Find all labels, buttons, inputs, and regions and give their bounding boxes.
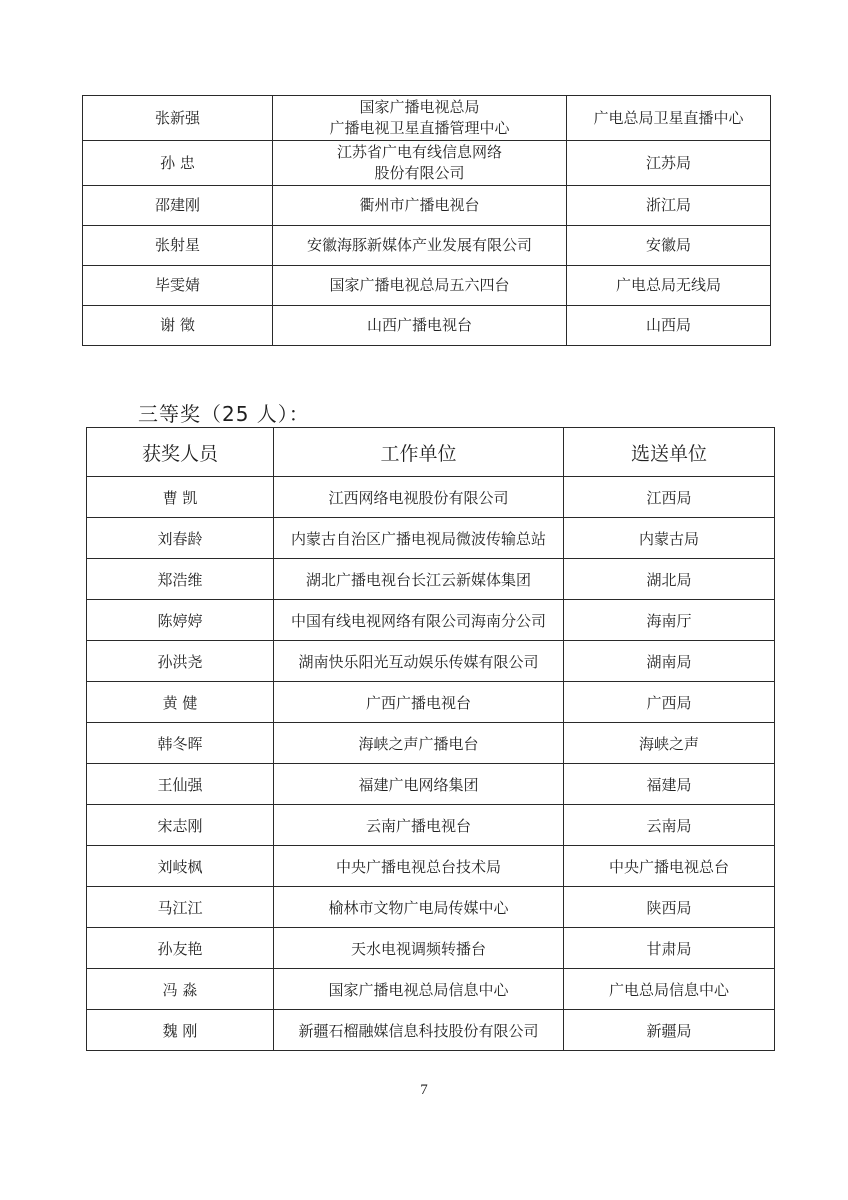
table-row <box>87 682 775 723</box>
nominating-unit: 广电总局卫星直播中心 <box>567 96 771 141</box>
work-unit: 新疆石榴融媒信息科技股份有限公司 <box>274 1010 564 1051</box>
nominating-unit: 福建局 <box>564 764 775 805</box>
awardee-name: 张新强 <box>83 96 273 141</box>
work-unit: 福建广电网络集团 <box>274 764 564 805</box>
work-unit: 湖北广播电视台长江云新媒体集团 <box>274 559 564 600</box>
page-number: 7 <box>420 1082 428 1098</box>
table-row <box>87 887 775 928</box>
work-unit: 山西广播电视台 <box>273 306 567 346</box>
table-row <box>87 600 775 641</box>
awardee-name: 韩冬晖 <box>87 723 274 764</box>
work-unit-line: 国家广播电视总局 <box>359 98 480 116</box>
nominating-unit: 广西局 <box>564 682 775 723</box>
nominating-unit: 广电总局无线局 <box>567 266 771 306</box>
work-unit: 国家广播电视总局信息中心 <box>274 969 564 1010</box>
work-unit: 内蒙古自治区广播电视局微波传输总站 <box>274 518 564 559</box>
nominating-unit: 湖南局 <box>564 641 775 682</box>
work-unit: 江西网络电视股份有限公司 <box>274 477 564 518</box>
work-unit-line: 江苏省广电有线信息网络 <box>336 143 502 161</box>
table-row <box>87 518 775 559</box>
nominating-unit: 海峡之声 <box>564 723 775 764</box>
work-unit: 海峡之声广播电台 <box>274 723 564 764</box>
table-row <box>87 477 775 518</box>
nominating-unit: 中央广播电视总台 <box>564 846 775 887</box>
awardee-name: 邵建刚 <box>83 186 273 226</box>
nominating-unit: 湖北局 <box>564 559 775 600</box>
awardee-name: 孙洪尧 <box>87 641 274 682</box>
table-row <box>83 141 771 186</box>
work-unit: 云南广播电视台 <box>274 805 564 846</box>
table-row <box>87 641 775 682</box>
third-prize-table <box>86 427 775 1051</box>
awardee-name: 孙 忠 <box>83 141 273 186</box>
nominating-unit: 内蒙古局 <box>564 518 775 559</box>
nominating-unit: 海南厅 <box>564 600 775 641</box>
awardee-name: 黄 健 <box>87 682 274 723</box>
work-unit: 衢州市广播电视台 <box>273 186 567 226</box>
nominating-unit: 安徽局 <box>567 226 771 266</box>
awardee-name: 魏 刚 <box>87 1010 274 1051</box>
work-unit <box>273 96 567 141</box>
awardee-name: 刘岐枫 <box>87 846 274 887</box>
table-header-row <box>87 428 775 477</box>
column-header-nominating-unit: 选送单位 <box>564 428 775 477</box>
table-row <box>87 723 775 764</box>
work-unit: 湖南快乐阳光互动娱乐传媒有限公司 <box>274 641 564 682</box>
column-header-awardee: 获奖人员 <box>87 428 274 477</box>
table-row <box>87 559 775 600</box>
nominating-unit: 陕西局 <box>564 887 775 928</box>
awardee-name: 王仙强 <box>87 764 274 805</box>
awardee-name: 孙友艳 <box>87 928 274 969</box>
table-row <box>87 928 775 969</box>
table-row <box>83 266 771 306</box>
award-table-continued <box>82 95 771 346</box>
awardee-name: 陈婷婷 <box>87 600 274 641</box>
awardee-name: 马江江 <box>87 887 274 928</box>
table-row <box>83 186 771 226</box>
table-row <box>87 969 775 1010</box>
column-header-work-unit: 工作单位 <box>274 428 564 477</box>
work-unit-line: 股份有限公司 <box>374 164 465 182</box>
awardee-name: 冯 淼 <box>87 969 274 1010</box>
awardee-name: 郑浩维 <box>87 559 274 600</box>
work-unit: 天水电视调频转播台 <box>274 928 564 969</box>
awardee-name: 谢 徵 <box>83 306 273 346</box>
nominating-unit: 江西局 <box>564 477 775 518</box>
table-row <box>83 96 771 141</box>
work-unit: 中国有线电视网络有限公司海南分公司 <box>274 600 564 641</box>
work-unit: 安徽海豚新媒体产业发展有限公司 <box>273 226 567 266</box>
work-unit: 国家广播电视总局五六四台 <box>273 266 567 306</box>
work-unit: 中央广播电视总台技术局 <box>274 846 564 887</box>
work-unit: 广西广播电视台 <box>274 682 564 723</box>
table-row <box>83 306 771 346</box>
awardee-name: 毕雯婧 <box>83 266 273 306</box>
table-row <box>83 226 771 266</box>
nominating-unit: 广电总局信息中心 <box>564 969 775 1010</box>
awardee-name: 刘春龄 <box>87 518 274 559</box>
awardee-name: 宋志刚 <box>87 805 274 846</box>
table-row <box>87 846 775 887</box>
section-title: 三等奖（25 人）： <box>138 402 310 426</box>
nominating-unit: 新疆局 <box>564 1010 775 1051</box>
nominating-unit: 甘肃局 <box>564 928 775 969</box>
nominating-unit: 山西局 <box>567 306 771 346</box>
table-row <box>87 1010 775 1051</box>
table-row <box>87 764 775 805</box>
awardee-name: 曹 凯 <box>87 477 274 518</box>
nominating-unit: 云南局 <box>564 805 775 846</box>
work-unit <box>273 141 567 186</box>
nominating-unit: 浙江局 <box>567 186 771 226</box>
work-unit-line: 广播电视卫星直播管理中心 <box>329 119 510 137</box>
awardee-name: 张射星 <box>83 226 273 266</box>
work-unit: 榆林市文物广电局传媒中心 <box>274 887 564 928</box>
nominating-unit: 江苏局 <box>567 141 771 186</box>
table-row <box>87 805 775 846</box>
